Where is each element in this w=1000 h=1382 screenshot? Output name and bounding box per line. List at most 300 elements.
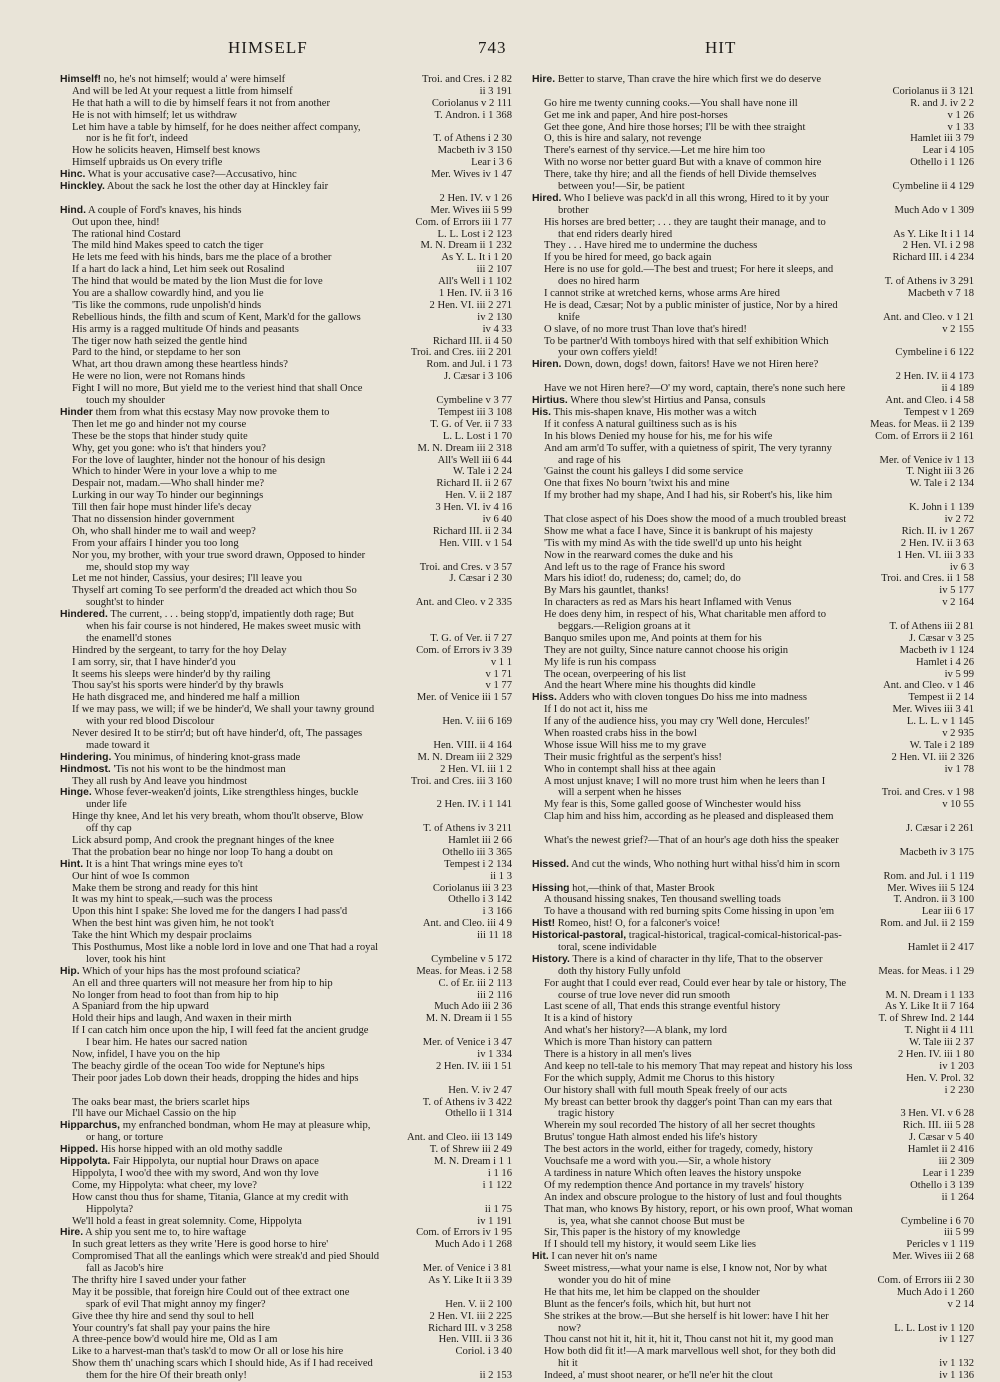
entry-quote-line — [60, 1287, 512, 1299]
quotation-text: Show them th' unaching scars which I should hide, As if I had received — [72, 1358, 373, 1370]
play-reference: v 2 155 — [939, 324, 974, 336]
quotation-text: between you!—Sir, be patient — [558, 181, 685, 193]
quotation-text: In his blows Denied my house for his, me for his wife — [544, 430, 773, 442]
entry-quote-line — [60, 264, 512, 276]
entry-quote-line — [532, 86, 974, 98]
headword: Hire. — [532, 74, 556, 85]
play-reference: Richard III. i 4 234 — [890, 252, 975, 264]
play-reference: iv 1 136 — [936, 1370, 974, 1382]
quotation-text: Rebellious hinds, the filth and scum of Kent, Mark'd for the gallows — [72, 311, 361, 323]
entry-quote-line — [532, 1085, 974, 1097]
play-reference: Richard II. ii 2 67 — [433, 478, 512, 490]
play-reference: Hen. VIII. v 1 54 — [436, 538, 512, 550]
quotation-text: There, take thy hire; and all the fiends of hell Divide themselves — [544, 169, 817, 181]
entry-quote-line — [60, 1370, 512, 1382]
quotation-text: A ship you sent me to, to hire waftage — [83, 1227, 247, 1239]
play-reference: Hen. V. ii 2 100 — [442, 1299, 512, 1311]
entry-quote-line — [532, 1204, 974, 1216]
play-reference: Hen. VIII. ii 3 36 — [436, 1334, 512, 1346]
entry-quote-line — [532, 1037, 974, 1049]
play-reference: Much Ado i 1 268 — [432, 1239, 512, 1251]
entry-headword-line — [60, 169, 512, 181]
entry-quote-line — [532, 645, 974, 657]
entry-quote-line — [532, 942, 974, 954]
play-reference: Hamlet ii 2 416 — [905, 1144, 974, 1156]
quotation-text: These be the stops that hinder study quite — [72, 430, 248, 442]
quotation-text: lover, took his hint — [86, 953, 166, 965]
quotation-text: Oh, who shall hinder me to wail and weep? — [72, 525, 256, 537]
quotation-text: May it be possible, that foreign hire Could out of thee extract one — [72, 1286, 350, 1298]
quotation-text: with your red blood Discolour — [86, 716, 215, 728]
entry-quote-line — [60, 1013, 512, 1025]
play-reference: Hen. VIII. ii 4 164 — [430, 740, 512, 752]
entry-quote-line — [60, 312, 512, 324]
entry-quote-line — [532, 799, 974, 811]
entry-quote-line — [532, 1370, 974, 1382]
play-reference: v 2 14 — [945, 1299, 974, 1311]
entry-quote-line — [60, 776, 512, 788]
play-reference: Mer. of Venice i 3 81 — [420, 1263, 512, 1275]
play-reference: ii 1 75 — [482, 1204, 512, 1216]
headword: Historical-pastoral, — [532, 930, 627, 942]
quotation-text: Lick absurd pomp, And crook the pregnant hinges of the knee — [72, 835, 335, 846]
entry-headword-line — [60, 966, 512, 978]
entry-quote-line — [60, 669, 512, 681]
entry-quote-line — [60, 1216, 512, 1228]
play-reference: Lear i 1 239 — [920, 1168, 974, 1180]
entry-quote-line — [60, 490, 512, 502]
entry-quote-line — [532, 217, 974, 229]
play-reference: Richard III. ii 4 50 — [430, 336, 512, 348]
entry-quote-line — [532, 966, 974, 978]
quotation-text: The tiger now hath seized the gentle hind — [72, 335, 248, 347]
entry-quote-line — [60, 145, 512, 157]
entry-quote-line — [532, 657, 974, 669]
entry-quote-line — [532, 455, 974, 467]
quotation-text: touch my shoulder — [86, 395, 165, 407]
quotation-text: Pard to the hind, or stepdame to her son — [72, 347, 241, 359]
entry-quote-line — [60, 443, 512, 455]
play-reference: Lear iii 6 17 — [919, 906, 974, 918]
entry-quote-line — [532, 609, 974, 621]
entry-quote-line — [532, 550, 974, 562]
quotation-text: If a hart do lack a hind, Let him seek out Rosalind — [72, 264, 285, 276]
quotation-text: And cut the winds, Who nothing hurt withal hiss'd him in scorn — [568, 858, 840, 870]
play-reference: iv 2 130 — [474, 312, 512, 324]
headword: Hire. — [60, 1227, 84, 1239]
entry-quote-line — [532, 1334, 974, 1346]
quotation-text: Hindred by the sergeant, to tarry for the hoy Delay — [72, 644, 287, 656]
entry-quote-line — [532, 181, 974, 193]
play-reference: Hen. V. Prol. 32 — [903, 1073, 974, 1085]
quotation-text: Till then fair hope must hinder life's decay — [72, 502, 252, 514]
quotation-text: course of true love never did run smooth — [558, 989, 731, 1001]
entry-quote-line — [60, 1192, 512, 1204]
play-reference: iv 5 177 — [936, 585, 974, 597]
entry-quote-line — [60, 336, 512, 348]
entry-quote-line — [60, 1037, 512, 1049]
play-reference: iv 4 33 — [480, 324, 512, 336]
play-reference: J. Cæsar i 2 30 — [446, 573, 512, 585]
entry-quote-line — [60, 1299, 512, 1311]
quotation-text: and rage of his — [558, 454, 621, 466]
quotation-text: A most unjust knave; I will no more trust him when he leers than I — [544, 775, 826, 787]
page-number: 743 — [478, 38, 507, 57]
quotation-text: In such great letters as they write 'Here is good horse to hire' — [72, 1239, 329, 1251]
play-reference: Hen. V. iii 6 169 — [439, 716, 512, 728]
quotation-text: 'Tis not his wont to be the hindmost man — [110, 763, 286, 775]
entry-quote-line — [532, 145, 974, 157]
entry-quote-line — [532, 1120, 974, 1132]
play-reference: As Y. Like It i 1 14 — [890, 229, 974, 241]
play-reference: Hamlet ii 2 417 — [905, 942, 974, 954]
quotation-text: That the probation bear no hinge nor loop To hang a doubt on — [72, 846, 333, 858]
play-reference: i 1 16 — [485, 1168, 512, 1180]
quotation-text: This Posthumus, Most like a noble lord in love and one That had a royal — [72, 942, 379, 954]
play-reference: Mer. of Venice i 3 47 — [420, 1037, 512, 1049]
entry-headword-line — [532, 74, 974, 86]
entry-quote-line — [532, 252, 974, 264]
entry-quote-line — [60, 657, 512, 669]
entry-quote-line — [60, 1061, 512, 1073]
quotation-text: Which of your hips has the most profound sciatica? — [79, 965, 301, 977]
play-reference: T. Night ii 4 111 — [902, 1025, 974, 1037]
play-reference: Rich. II. iv 1 267 — [899, 526, 974, 538]
play-reference: As Y. Like It ii 7 164 — [882, 1001, 974, 1013]
play-reference: Othello i 3 139 — [907, 1180, 974, 1192]
quotation-text: 'Tis with my mind As with the tide swell'd up unto his height — [544, 537, 802, 549]
quotation-text: Upon this hint I spake: She loved me for the dangers I had pass'd — [72, 906, 348, 918]
play-reference: ii 2 153 — [477, 1370, 512, 1382]
entry-quote-line — [532, 704, 974, 716]
play-reference: Mer. Wives iii 2 68 — [890, 1251, 974, 1263]
play-reference: Much Ado v 1 309 — [892, 205, 974, 217]
play-reference: v 1 26 — [945, 110, 974, 122]
quotation-text: Adders who with cloven tongues Do hiss me into madness — [556, 692, 807, 704]
entry-quote-line — [532, 573, 974, 585]
quotation-text: How canst thou thus for shame, Titania, Glance at my credit with — [72, 1191, 349, 1203]
quotation-text: Himself upbraids us On every trifle — [72, 157, 223, 169]
headword: Hit. — [532, 1251, 549, 1263]
play-reference: Com. of Errors iii 1 77 — [412, 217, 512, 229]
quotation-text: You are a shallow cowardly hind, and you lie — [72, 288, 264, 300]
entry-quote-line — [60, 597, 512, 609]
quotation-text: If my brother had my shape, And I had his, sir Robert's his, like him — [544, 490, 833, 502]
entry-quote-line — [532, 1263, 974, 1275]
quotation-text: It is a hint That wrings mine eyes to't — [83, 858, 243, 870]
headword: Hippolyta. — [60, 1156, 111, 1168]
quotation-text: Go hire me twenty cunning cooks.—You shall have none ill — [544, 97, 798, 109]
entry-quote-line — [60, 86, 512, 98]
quotation-text: 'Tis like the commons, rude unpolish'd hinds — [72, 299, 262, 311]
play-reference: Troi. and Cres. v 1 98 — [879, 787, 974, 799]
entry-quote-line — [60, 573, 512, 585]
quotation-text: O slave, of no more trust Than love that's hired! — [544, 323, 747, 335]
play-reference: ii 1 264 — [939, 1192, 974, 1204]
entry-quote-line — [532, 526, 974, 538]
headword: Himself! — [60, 74, 101, 85]
play-reference: M. N. Dream iii 2 329 — [415, 752, 512, 764]
entry-quote-line — [60, 1346, 512, 1358]
entry-quote-line — [532, 1108, 974, 1120]
quotation-text: He is dead, Cæsar; Not by a public minister of justice, Nor by a hired — [544, 299, 838, 311]
entry-headword-line — [532, 918, 974, 930]
quotation-text: A tardiness in nature Which often leaves the history unspoke — [544, 1167, 802, 1179]
quotation-text: I am sorry, sir, that I have hinder'd you — [72, 656, 236, 668]
entry-quote-line — [532, 621, 974, 633]
play-reference: T. of Athens iv 3 291 — [882, 276, 974, 288]
quotation-text: that end riders dearly hired — [558, 228, 673, 240]
quotation-text: About the sack he lost the other day at Hinckley fair — [104, 181, 329, 193]
quotation-text: He that hits me, let him be clapped on the shoulder — [544, 1286, 760, 1298]
headword: Hinc. — [60, 169, 86, 181]
quotation-text: One that fixes No bourn 'twixt his and mine — [544, 478, 730, 490]
entry-quote-line — [60, 728, 512, 740]
play-reference: iv 1 127 — [936, 1334, 974, 1346]
play-reference: Macbeth iv 3 150 — [435, 145, 512, 157]
entry-quote-line — [60, 1239, 512, 1251]
play-reference: M. N. Dream i 1 1 — [431, 1156, 512, 1168]
entry-quote-line — [60, 1073, 512, 1085]
play-reference: v 2 164 — [939, 597, 974, 609]
entry-quote-line — [532, 324, 974, 336]
entry-quote-line — [532, 300, 974, 312]
entry-quote-line — [532, 1025, 974, 1037]
quotation-text: Lurking in our way To hinder our beginnings — [72, 490, 264, 502]
quotation-text: beggars.—Religion groans at it — [558, 620, 691, 632]
play-reference: Rich. III. iii 5 28 — [900, 1120, 974, 1132]
quotation-text: The best actors in the world, either for tragedy, comedy, history — [544, 1144, 813, 1156]
quotation-text: Last scene of all, That ends this strange eventful history — [544, 1001, 781, 1013]
quotation-text: My life is run his compass — [544, 656, 657, 668]
entry-quote-line — [532, 1156, 974, 1168]
entry-quote-line — [532, 764, 974, 776]
quotation-text: If you be hired for meed, go back again — [544, 252, 712, 264]
play-reference: T. of Athens i 2 30 — [430, 133, 512, 145]
entry-quote-line — [532, 466, 974, 478]
entry-headword-line — [532, 407, 974, 419]
entry-quote-line — [532, 562, 974, 574]
entry-quote-line — [60, 633, 512, 645]
entry-quote-line — [60, 98, 512, 110]
entry-headword-line — [532, 193, 974, 205]
entry-quote-line — [60, 359, 512, 371]
headword: Hiss. — [532, 692, 557, 704]
entry-quote-line — [532, 371, 974, 383]
play-reference: Coriolanus iii 3 23 — [430, 883, 512, 895]
play-reference: W. Tale iii 2 37 — [906, 1037, 974, 1049]
entry-quote-line — [60, 990, 512, 1002]
play-reference: Ant. and Cleo. i 4 58 — [882, 395, 974, 407]
entry-quote-line — [60, 395, 512, 407]
entry-quote-line — [532, 871, 974, 883]
entry-quote-line — [532, 1168, 974, 1180]
quotation-text: or hang, or torture — [86, 1132, 164, 1144]
entry-quote-line — [60, 455, 512, 467]
play-reference: All's Well iii 6 44 — [435, 455, 512, 467]
entry-quote-line — [60, 288, 512, 300]
entry-quote-line — [532, 312, 974, 324]
entry-quote-line — [532, 1073, 974, 1085]
play-reference: T. of Athens iv 3 422 — [420, 1097, 512, 1109]
play-reference: iv 1 132 — [936, 1358, 974, 1370]
play-reference: Mer. Wives iii 5 124 — [884, 883, 974, 895]
entry-headword-line — [60, 764, 512, 776]
quotation-text: Hold their hips and laugh, And waxen in their mirth — [72, 1013, 292, 1025]
headword: Hindered. — [60, 609, 108, 621]
quotation-text: Have we not Hiren here?—O' my word, captain, there's none such here — [544, 383, 846, 395]
play-reference: Rom. and Jul. i 1 119 — [880, 871, 974, 883]
play-reference: v 2 935 — [939, 728, 974, 740]
entry-quote-line — [532, 787, 974, 799]
quotation-text: knife — [558, 311, 580, 323]
quotation-text: That no dissension hinder government — [72, 513, 235, 525]
headword: Hipparchus, — [60, 1120, 121, 1132]
play-reference: iii 5 99 — [941, 1227, 974, 1239]
play-reference: 2 Hen. IV. i 1 141 — [434, 799, 512, 811]
play-reference: 2 Hen. IV. ii 4 173 — [893, 371, 974, 383]
quotation-text: Whose fever-weaken'd joints, Like strengthless hinges, buckle — [91, 787, 359, 799]
quotation-text: This mis-shapen knave, His mother was a witch — [551, 406, 757, 418]
quotation-text: If I can catch him once upon the hip, I will feed fat the ancient grudge — [72, 1025, 369, 1037]
entry-quote-line — [60, 811, 512, 823]
play-reference: Com. of Errors iii 2 30 — [874, 1275, 974, 1287]
entry-headword-line — [532, 359, 974, 371]
entry-quote-line — [60, 942, 512, 954]
entry-quote-line — [60, 502, 512, 514]
play-reference: Cymbeline ii 4 129 — [889, 181, 974, 193]
entry-headword-line — [532, 859, 974, 871]
play-reference: Ant. and Cleo. v 1 21 — [880, 312, 974, 324]
entry-quote-line — [60, 1323, 512, 1335]
play-reference: R. and J. iv 2 2 — [907, 98, 974, 110]
entry-quote-line — [532, 514, 974, 526]
entry-quote-line — [60, 645, 512, 657]
entry-quote-line — [532, 1358, 974, 1370]
quotation-text: That close aspect of his Does show the mood of a much troubled breast — [544, 513, 847, 525]
quotation-text: Here is no use for gold.—The best and truest; For here it sleeps, and — [544, 264, 834, 276]
entry-quote-line — [532, 288, 974, 300]
play-reference: Othello i 1 126 — [907, 157, 974, 169]
play-reference: Much Ado iii 2 36 — [431, 1001, 512, 1013]
headword: His. — [532, 406, 552, 418]
entry-quote-line — [60, 1025, 512, 1037]
play-reference: L. L. Lost i 2 123 — [435, 229, 512, 241]
play-reference: Troi. and Cres. v 3 57 — [417, 562, 512, 574]
entry-quote-line — [60, 704, 512, 716]
headword: Hired. — [532, 192, 562, 204]
entry-headword-line — [532, 692, 974, 704]
entry-headword-line — [60, 609, 512, 621]
play-reference: 2 Hen. IV. iii 1 51 — [433, 1061, 512, 1073]
quotation-text: What is your accusative case?—Accusativo, hinc — [85, 169, 297, 181]
entry-quote-line — [532, 229, 974, 241]
entry-quote-line — [60, 823, 512, 835]
play-reference: T. of Athens iv 3 211 — [420, 823, 512, 835]
quotation-text: She strikes at the brow.—But she herself is hit lower: have I hit her — [544, 1310, 829, 1322]
headword: Hissed. — [532, 858, 569, 870]
entry-quote-line — [60, 514, 512, 526]
play-reference: Macbeth iv 3 175 — [897, 847, 974, 859]
play-reference: Tempest ii 2 14 — [906, 692, 974, 704]
entry-quote-line — [60, 478, 512, 490]
quotation-text: Sir, This paper is the history of my knowledge — [544, 1227, 741, 1239]
quotation-text: In characters as red as Mars his heart Inflamed with Venus — [544, 597, 792, 609]
quotation-text: Take the hint Which my despair proclaims — [72, 930, 252, 942]
entry-quote-line — [532, 443, 974, 455]
play-reference: v 1 1 — [488, 657, 512, 669]
quotation-text: He hath disgraced me, and hindered me half a million — [72, 692, 300, 704]
headword: Hint. — [60, 858, 84, 870]
entry-quote-line — [532, 169, 974, 181]
entry-quote-line — [60, 1204, 512, 1216]
play-reference: Much Ado i 1 260 — [894, 1287, 974, 1299]
play-reference: iv 6 3 — [947, 562, 974, 574]
play-reference: ii 3 191 — [477, 86, 512, 98]
entry-quote-line — [532, 597, 974, 609]
play-reference: As Y. L. It i 1 20 — [438, 252, 512, 264]
headword: Hindmost. — [60, 763, 111, 775]
entry-headword-line — [60, 205, 512, 217]
quotation-text: Wherein my soul recorded The history of all her secret thoughts — [544, 1120, 816, 1132]
play-reference: Rom. and Jul. i 1 73 — [423, 359, 512, 371]
play-reference: T. Andron. ii 3 100 — [891, 894, 974, 906]
play-reference: W. Tale i 2 134 — [907, 478, 974, 490]
entry-quote-line — [532, 240, 974, 252]
quotation-text: them for the hire Of their breath only! — [86, 1370, 247, 1382]
quotation-text: fall as Jacob's hire — [86, 1263, 164, 1275]
play-reference: Mer. Wives iii 5 99 — [428, 205, 512, 217]
entry-quote-line — [60, 1108, 512, 1120]
play-reference: M. N. Dream iii 2 318 — [415, 443, 512, 455]
entry-quote-line — [532, 1097, 974, 1109]
play-reference: 2 Hen. IV. iii 1 80 — [895, 1049, 974, 1061]
entry-quote-line — [60, 930, 512, 942]
entry-quote-line — [60, 324, 512, 336]
quotation-text: If any of the audience hiss, you may cry 'Well done, Hercules!' — [544, 716, 810, 728]
quotation-text: They all rush by And leave you hindmost — [72, 775, 248, 787]
entry-quote-line — [532, 1299, 974, 1311]
quotation-text: Romeo, hist! O, for a falconer's voice! — [555, 918, 721, 930]
quotation-text: If I do not act it, hiss me — [544, 704, 648, 716]
quotation-text: Sweet mistress,—what your name is else, I know not, Nor by what — [544, 1263, 828, 1275]
play-reference: iii 11 18 — [474, 930, 512, 942]
entry-quote-line — [60, 347, 512, 359]
play-reference: v 1 33 — [945, 122, 974, 134]
entry-quote-line — [60, 692, 512, 704]
play-reference: 2 Hen. VI. iii 1 2 — [437, 764, 512, 776]
entry-headword-line — [60, 181, 512, 193]
play-reference: iv 1 334 — [474, 1049, 512, 1061]
entry-quote-line — [60, 1049, 512, 1061]
entry-quote-line — [60, 252, 512, 264]
play-reference: Tempest iii 3 108 — [435, 407, 512, 419]
play-reference: Richard III. ii 2 34 — [430, 526, 512, 538]
entry-quote-line — [60, 906, 512, 918]
entry-quote-line — [532, 740, 974, 752]
quotation-text: And will be led At your request a little from himself — [72, 85, 293, 97]
play-reference: T. of Shrew iii 2 49 — [427, 1144, 512, 1156]
entry-quote-line — [532, 1180, 974, 1192]
play-reference: As Y. Like It ii 3 39 — [425, 1275, 512, 1287]
quotation-text: Like to a harvest-man that's task'd to mow Or all or lose his hire — [72, 1346, 344, 1358]
quotation-text: Which is more Than history can pattern — [544, 1037, 713, 1049]
quotation-text: And keep no tell-tale to his memory That may repeat and history his loss — [544, 1060, 853, 1072]
headword: Hip. — [60, 965, 80, 977]
entry-quote-line — [60, 680, 512, 692]
quotation-text: me, should stop my way — [86, 561, 190, 573]
play-reference: Troi. and Cres. iii 2 201 — [408, 347, 512, 359]
